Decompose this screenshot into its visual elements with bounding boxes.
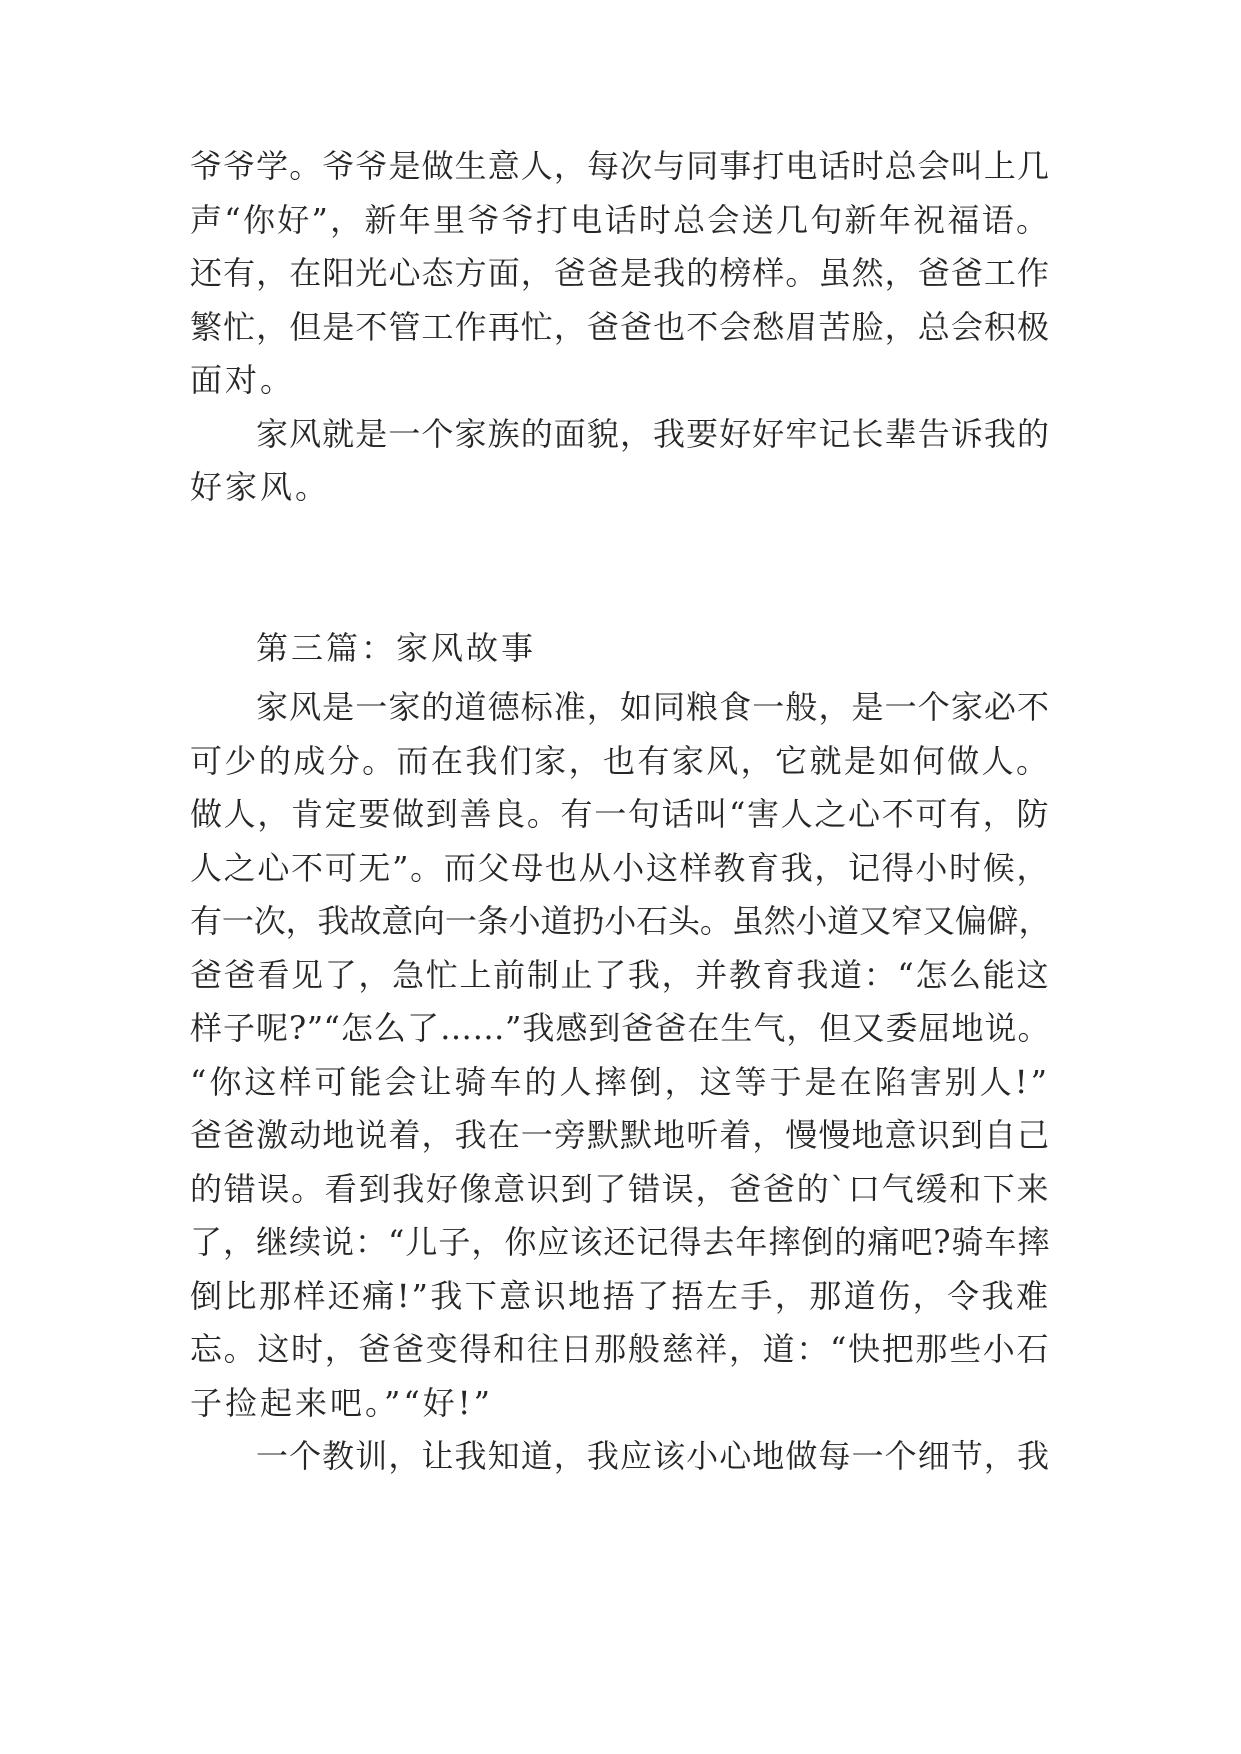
paragraph-line: 有一次，我故意向一条小道扔小石头。虽然小道又窄又偏僻， [190, 902, 1050, 940]
paragraph-line: 了，继续说：“儿子，你应该还记得去年摔倒的痛吧?骑车摔 [190, 1223, 1051, 1261]
paragraph-line: 可少的成分。而在我们家，也有家风，它就是如何做人。 [190, 741, 1050, 780]
paragraph-line: 爸爸激动地说着，我在一旁默默地听着，慢慢地意识到自己 [190, 1116, 1050, 1154]
paragraph-line: 人之心不可无”。而父母也从小这样教育我，记得小时候， [190, 848, 1050, 887]
paragraph-line: “你这样可能会让骑车的人摔倒，这等于是在陷害别人!” [190, 1062, 1050, 1101]
paragraph-line: 倒比那样还痛!”我下意识地捂了捂左手，那道伤，令我难 [190, 1276, 1050, 1315]
paragraph-line: 爷爷学。爷爷是做生意人，每次与同事打电话时总会叫上几 [190, 147, 1050, 185]
paragraph-line: 家风是一家的道德标准，如同粮食一般，是一个家必不 [256, 688, 1050, 726]
section-2-text [190, 681, 1050, 1484]
section-1-text [190, 140, 1050, 515]
section-heading: 第三篇：家风故事 [256, 629, 537, 667]
paragraph-line: 样子呢?”“怎么了……”我感到爸爸在生气，但又委屈地说。 [190, 1009, 1050, 1047]
paragraph-line: 好家风。 [190, 468, 331, 506]
paragraph-line: 忘。这时，爸爸变得和往日那般慈祥，道：“快把那些小石 [190, 1330, 1050, 1368]
paragraph-line: 一个教训，让我知道，我应该小心地做每一个细节，我 [256, 1437, 1050, 1475]
paragraph-line: 声“你好”，新年里爷爷打电话时总会送几句新年祝福语。 [190, 200, 1050, 239]
paragraph-line: 还有，在阳光心态方面，爸爸是我的榜样。虽然，爸爸工作 [190, 254, 1050, 292]
paragraph-line: 子捡起来吧。”“好!” [190, 1383, 493, 1422]
paragraph-line: 面对。 [190, 361, 296, 399]
paragraph-line: 的错误。看到我好像意识到了错误，爸爸的`口气缓和下来 [190, 1169, 1050, 1208]
paragraph-line: 爸爸看见了，急忙上前制止了我，并教育我道：“怎么能这 [190, 955, 1050, 994]
paragraph-line: 做人，肯定要做到善良。有一句话叫“害人之心不可有，防 [190, 795, 1050, 833]
paragraph-line: 家风就是一个家族的面貌，我要好好牢记长辈告诉我的 [256, 414, 1050, 453]
paragraph-line: 繁忙，但是不管工作再忙，爸爸也不会愁眉苦脸，总会积极 [190, 307, 1050, 346]
